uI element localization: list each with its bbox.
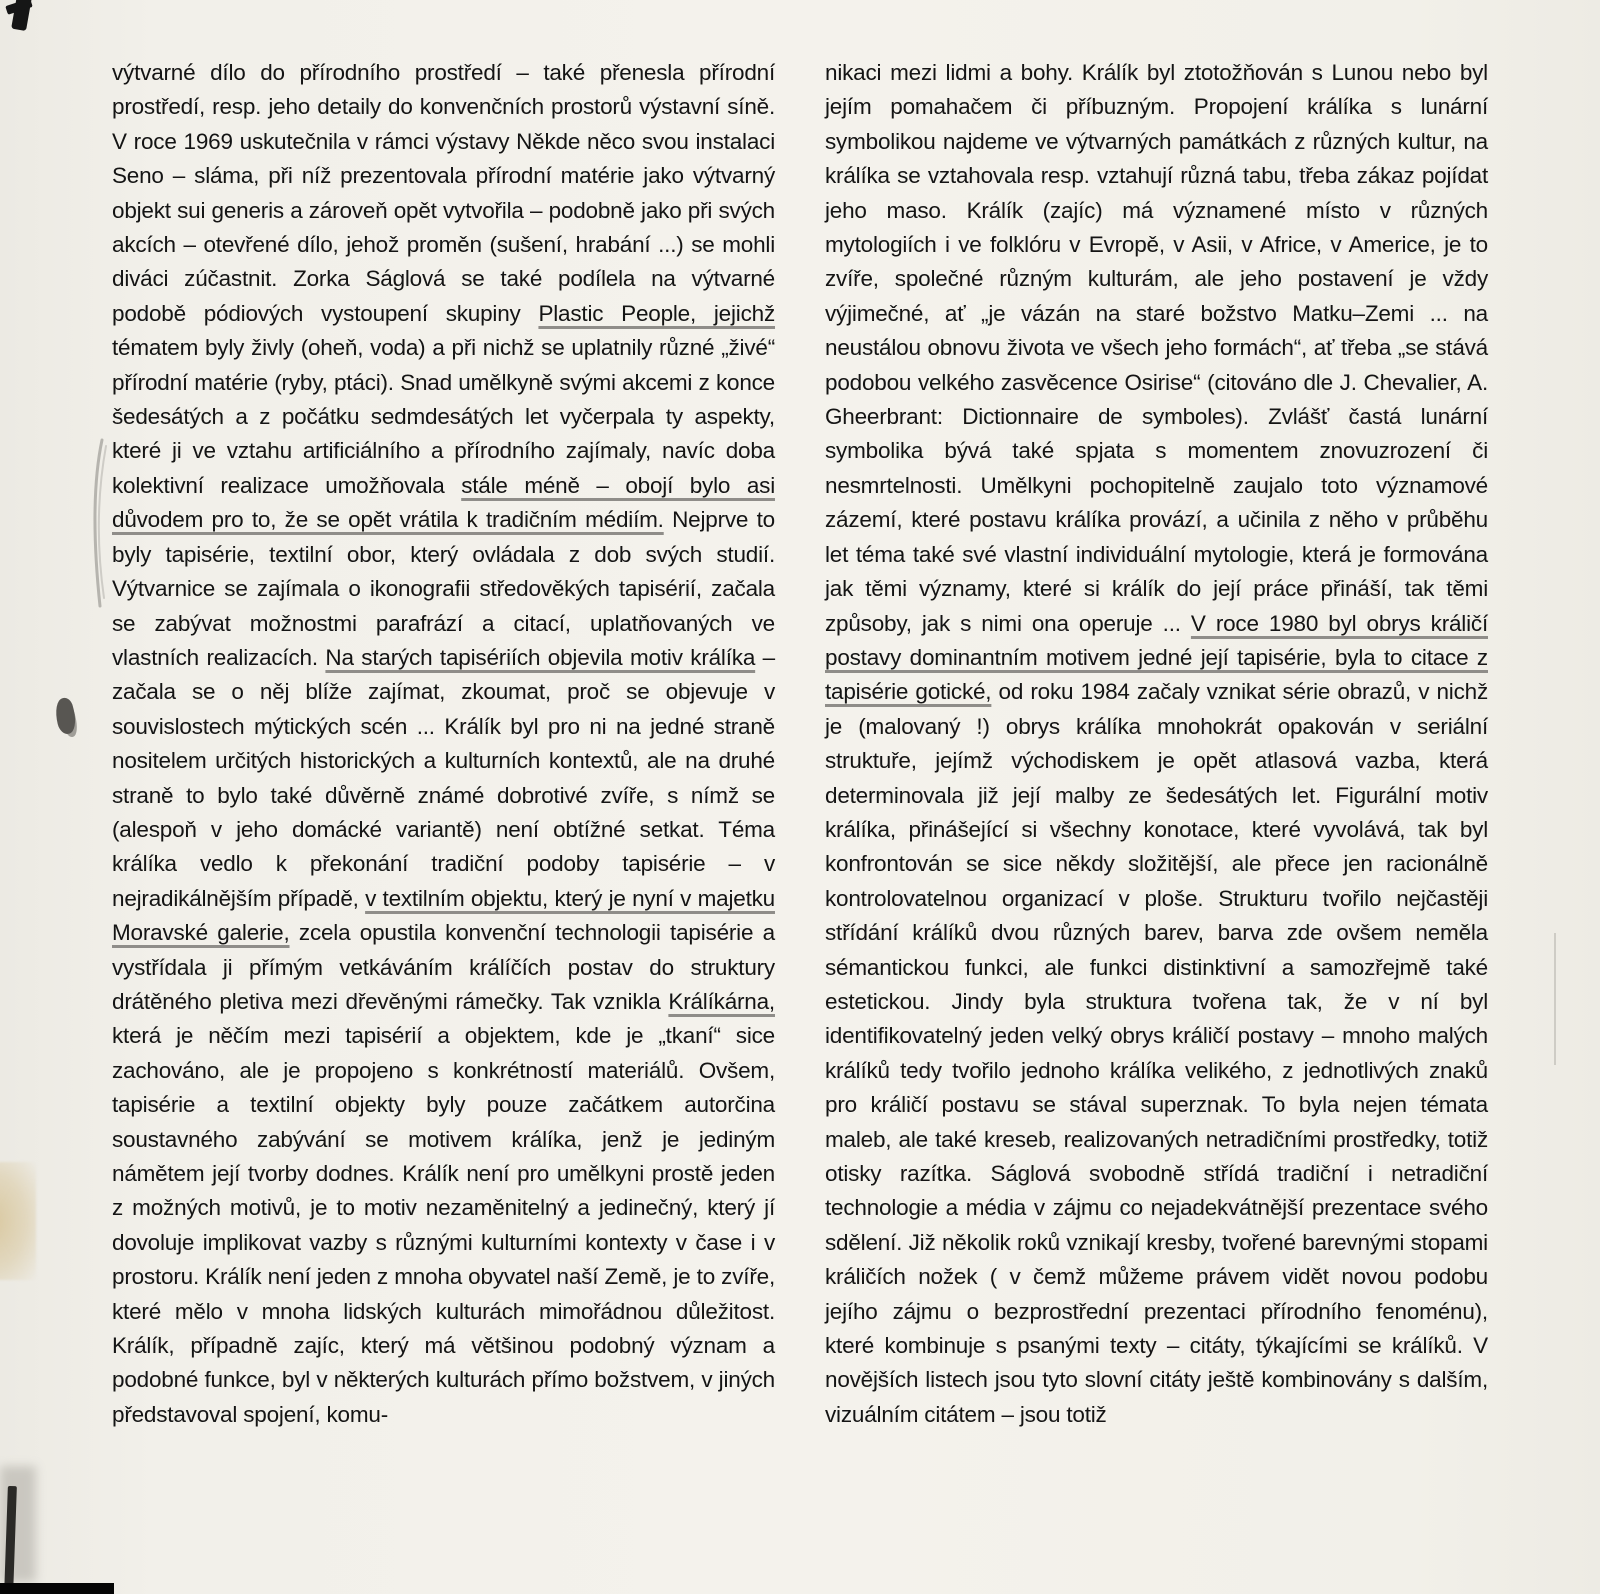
pencil-underlined-text: stále méně – obojí bylo asi důvodem pro to, že se opět vrátila k tradičním médiím.: [112, 472, 775, 533]
pencil-underlined-text: Na starých tapisériích objevila motiv králíka: [325, 644, 756, 670]
scan-artifact-bottom-left-bar: [4, 1486, 17, 1594]
body-text: tématem byly živly (oheň, voda) a při nichž se uplatnily různé „živé“ přírodní matérie (ryby, ptáci). Snad umělkyně svými akcemi z konce šedesátých a z počátku sedmdesátých let vyčerpala ty aspekty, které ji ve vztahu artificiálního a přírodního zajímaly, navíc doba kolektivní realizace umožňovala: [112, 335, 775, 498]
text-column-right: [825, 56, 1488, 1432]
body-text: nikaci mezi lidmi a bohy. Králík byl ztotožňován s Lunou nebo byl jejím pomahačem či příbuzným. Propojení králíka s lunární symbolikou najdeme ve výtvarných památkách z různých kultur, na králíka se vztahovala resp. vztahují různá tabu, třeba zákaz pojídat jeho maso. Králík (zajíc) má významené místo v různých mytologiích i ve folklóru v Evropě, v Asii, v Africe, v Americe, je to zvíře, společné různým kulturám, ale jeho postavení je vždy výjimečné, ať „je vázán na staré božstvo Matku–Zemi ... na neustálou obnovu života ve všech jeho formách“, ať třeba „se stává podobou velkého zasvěcence Osirise“ (citováno dle J. Chevalier, A. Gheerbrant: Dictionnaire de symboles). Zvlášť častá lunární symbolika bývá také spjata s momentem znovuzrození či nesmrtelnosti. Umělkyni pochopitelně zaujalo toto významové zázemí, které postavu králíka provází, a učinila z něho v průběhu let téma také své vlastní individuální mytologie, která je formována jak těmi významy, které si králík do její práce přináší, tak těmi způsoby, jak s nimi ona operuje ...: [825, 60, 1488, 636]
two-column-text-block: [112, 56, 1488, 1432]
scan-artifact-top-left-mark-2: [5, 0, 33, 15]
body-text: od roku 1984 začaly vznikat série obrazů, v nichž je (malovaný !) obrys králíka mnohokrát opakován v seriální struktuře, jejímž východiskem je opět atlasová vazba, která determinovala již její malby ze šedesátých let. Figurální motiv králíka, přinášející si všechny konotace, které vyvolává, tak byl konfrontován se sice někdy složitější, ale přece jen racionálně kontrolovatelnou organizací v ploše. Strukturu tvořilo nejčastěji střídání králíků dvou různých barev, barva zde ovšem neměla sémantickou funkci, ale funkci distinktivní a samozřejmě také estetickou. Jindy byla struktura tvořena tak, že v ní byl identifikovatelný jeden velký obrys králičí postavy – mnoho malých králíků tedy tvořilo jednoho králíka velikého, z jednotlivých znaků pro králičí postavu se stával superznak. To byla nejen témata maleb, ale také kreseb, realizovaných netradičními prostředky, totiž otisky razítka. Ságlová svobodně střídá tradiční i netradiční technologie a média v zájmu co nejadekvátnější prezentace svého sdělení. Již několik roků vznikají kresby, tvořené barevnými stopami králičích nožek ( v čemž můžeme právem vidět novou podobu jejího zájmu o bezprostřední prezentaci přírodního fenoménu), které kombinuje s psanými texty – citáty, týkajícími se králíků. V novějších listech jsou tyto slovní citáty ještě kombinovány s dalším, vizuálním citátem – jsou totiž: [825, 679, 1488, 1427]
body-text: která je něčím mezi tapisérií a objektem, kde je „tkaní“ sice zachováno, ale je propojeno s konkrétností materiálů. Ovšem, tapisérie a textilní objekty byly pouze začátkem autorčina soustavného zabývání se motivem králíka, jenž je jediným námětem její tvorby dodnes. Králík není pro umělkyni prostě jeden z možných motivů, je to motiv nezaměnitelný a jedinečný, který jí dovoluje implikovat vazby s různými kulturními kontexty v čase i v prostoru. Králík není jeden z mnoha obyvatel naší Země, je to zvíře, které mělo v mnoha lidských kulturách mimořádnou důležitost. Králík, případně zajíc, který má většinou podobný význam a podobné funkce, byl v některých kulturách přímo božstvem, v jiných představoval spojení, komu-: [112, 1023, 775, 1427]
scan-artifact-right-edge-line: [1554, 933, 1556, 1065]
margin-ink-blot: [52, 696, 79, 736]
body-text: výtvarné dílo do přírodního prostředí – také přenesla přírodní prostředí, resp. jeho detaily do konvenčních prostorů výstavní síně. V roce 1969 uskutečnila v rámci výstavy Někde něco svou instalaci Seno – sláma, při níž prezentovala přírodní matérie jako výtvarný objekt sui generis a zároveň opět vytvořila – podobně jako při svých akcích – otevřené dílo, jehož proměn (sušení, hrabání ...) se mohli diváci zúčastnit. Zorka Ságlová se také podílela na výtvarné podobě pódiových vystoupení skupiny: [112, 60, 775, 326]
text-column-left: [112, 56, 775, 1432]
scan-artifact-bottom-edge-bar: [0, 1583, 114, 1594]
scan-artifact-bottom-left-smudge: [0, 1466, 36, 1582]
pencil-underlined-text: v textilním objektu, který je nyní v majetku Moravské galerie,: [112, 885, 775, 946]
pencil-underlined-text: Králíkárna,: [668, 988, 775, 1014]
body-text: – začala se o něj blíže zajímat, zkoumat, proč se objevuje v souvislostech mýtických scén ... Králík byl pro ni na jedné straně nositelem určitých historických a kulturních kontextů, ale na druhé straně to bylo také důvěrně známé dobrotivé zvíře, s nímž se (alespoň v jeho domácké variantě) není obtížné setkat. Téma králíka vedlo k překonání tradiční podoby tapisérie – v nejradikálnějším případě,: [112, 644, 775, 911]
body-text: Nejprve to byly tapisérie, textilní obor, který ovládala z dob svých studií. Výtvarnice se zajímala o ikonografii středověkých tapisérií, začala se zabývat možnostmi parafrází a citací, uplatňovaných ve vlastních realizacích.: [112, 507, 775, 670]
body-text: zcela opustila konvenční technologii tapisérie a vystřídala ji přímým vetkáváním králíčích postav do struktury drátěného pletiva mezi dřevěnými rámečky. Tak vznikla: [112, 920, 775, 1014]
pencil-underlined-text: Plastic People, jejichž: [538, 300, 776, 326]
pencil-underlined-text: V roce 1980 byl obrys králičí postavy dominantním motivem jedné její tapisérie, byla to citace z tapisérie gotické,: [825, 610, 1488, 705]
margin-pencil-stroke: [86, 438, 114, 610]
scan-artifact-top-left-mark: [11, 0, 32, 31]
paper-stain: [0, 1162, 36, 1280]
